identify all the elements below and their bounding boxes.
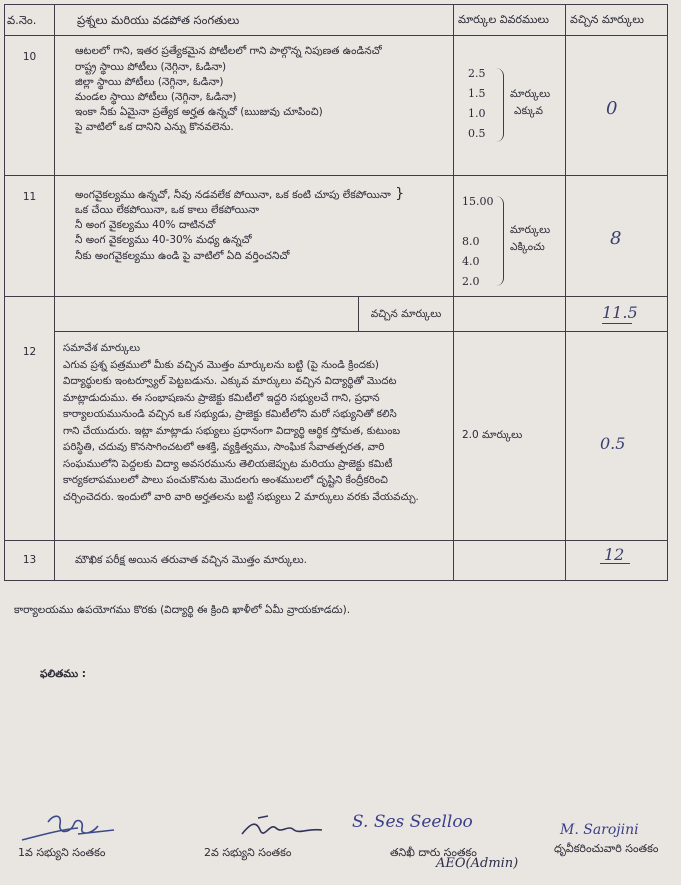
row11-line-2: ఒక చేయి లేకపోయినా, ఒక కాలు లేకపోయినా — [75, 203, 260, 216]
row11-line-1 — [75, 185, 447, 203]
table-row-12 — [5, 332, 668, 540]
row10-mark-1: 2.5 — [468, 67, 486, 81]
row12-marks — [454, 332, 566, 540]
row10-line-1: ఆటలలో గాని, ఇతర ప్రత్యేకమైన పోటీలలో గాని పాల్గొన్న నిపుణత ఉండినచో — [75, 45, 382, 58]
row10-mark-3: 1.0 — [468, 107, 486, 121]
row12-line-9: చర్చించెదరు. ఇందులో వారి వారి అర్హతలను బట్టి సభ్యులు 2 మార్కులు వరకు వేయవచ్చు. — [63, 490, 419, 503]
row11-mark-1: 15.00 — [462, 194, 494, 208]
certifier-signature-name: M. Sarojini — [560, 822, 639, 838]
row13-obtained: 12 — [604, 544, 625, 564]
row12-line-5: గాని చేయుదురు. ఇట్లా మాట్లాడు సభ్యులు ప్రధానంగా విద్యార్థి ఆర్థిక స్తోమత, కుటుంబ — [63, 424, 401, 437]
row10-brace-label-1: మార్కులు — [510, 88, 551, 101]
result-label: ఫలితము : — [40, 668, 86, 680]
row12-line-2: విద్యార్థులకు ఇంటర్వ్యూల్ పెట్టబడును. ఎక్కువ మార్కులు వచ్చిన విద్యార్థితో మొదట — [63, 375, 397, 388]
member1-signature — [18, 808, 118, 848]
row11-line-1-text: అంగవైకల్యము ఉన్నచో, నీవు నడవలేక పోయినా, ఒక కంటి చూపు లేకపోయినా — [75, 188, 391, 201]
row10-mark-4: 0.5 — [468, 127, 486, 141]
row11-question — [55, 175, 454, 296]
row13-text: మౌఖిక పరీక్ష అయిన తరువాత వచ్చిన మొత్తం మార్కులు. — [55, 540, 454, 580]
header-marks-details: మార్కుల వివరములు — [454, 5, 566, 36]
header-questions: ప్రశ్నలు మరియు వడపోత సంగతులు — [55, 5, 454, 36]
row10-obtained-cell — [566, 36, 668, 175]
row12-mark: 2.0 మార్కులు — [462, 429, 523, 442]
row11-brace-icon: } — [390, 185, 405, 202]
row-number: 13 — [5, 540, 55, 580]
verifier-sign-label: తనిఖీ దారు సంతకం — [390, 846, 477, 859]
row12-obtained: 0.5 — [600, 434, 626, 454]
row10-line-6: పై వాటిలో ఒక దానిని ఎన్ను కొనవలెను. — [75, 121, 234, 134]
header-marks-obtained: వచ్చిన మార్కులు — [566, 5, 668, 36]
row11-marks — [454, 175, 566, 296]
table-row-11 — [5, 175, 668, 296]
row12-obtained-cell — [566, 332, 668, 540]
certifier-sign-label: ధృవీకరించువారి సంతకం — [554, 842, 659, 855]
office-note: కార్యాలయము ఉపయోగము కొరకు (విద్యార్థి ఈ క్రింది ఖాళీలో ఏమీ వ్రాయకూడదు). — [14, 604, 351, 616]
member2-signature — [238, 812, 328, 844]
row12-line-6: పరిస్థితి, చదువు కొనసాగించటలో ఆశక్తి, వ్యక్తిత్వము, సాంఘిక సేవాతత్పరత, వారి — [63, 441, 385, 454]
row11-line-3: నీ అంగ వైకల్యము 40% దాటినచో — [75, 219, 216, 232]
subtotal-marks-empty — [454, 297, 566, 332]
row10-line-2: రాష్ట్ర స్థాయి పోటీలు (నెగ్గినా, ఓడినా) — [75, 60, 227, 73]
marks-table — [4, 4, 668, 581]
row10-brace-label-2: ఎక్కువ — [514, 105, 543, 118]
subtotal-obtained-cell — [566, 297, 668, 332]
row11-mark-3: 4.0 — [462, 254, 480, 268]
row11-obtained: 8 — [610, 227, 622, 249]
table-row-10 — [5, 36, 668, 175]
subtotal-spacer — [55, 297, 454, 332]
row10-marks — [454, 36, 566, 175]
member2-sign-label: 2వ సభ్యుని సంతకం — [204, 846, 292, 859]
row12-line-8: కార్యకలాపములలో పాలు పంచుకొనుట మొదలగు అంశములలో దృష్టిని కేంద్రీకరించి — [63, 474, 388, 487]
row11-brace-label-2: ఎక్కించు — [510, 240, 545, 253]
row11-mark-2: 8.0 — [462, 234, 480, 248]
row12-question — [55, 332, 454, 540]
row12-title: సమావేశ మార్కులు — [63, 342, 141, 355]
row12-line-7: సంఘములోని పెద్దలకు విద్యా అవసరమును తెలియజెప్పుట మరియు ప్రాజెక్టు కమిటీ — [63, 457, 393, 470]
subtotal-underline — [602, 323, 632, 324]
verifier-signature-name: S. Ses Seelloo — [352, 812, 473, 832]
table-row-13 — [5, 540, 668, 580]
row11-line-5: నీకు అంగవైకల్యము ఉండి పై వాటిలో ఏది వర్తించనిచో — [75, 249, 290, 262]
subtotal-label-box — [358, 297, 453, 331]
row13-obtained-cell — [566, 540, 668, 580]
subtotal-label: వచ్చిన మార్కులు — [370, 308, 442, 320]
row10-line-3: జిల్లా స్థాయి పోటీలు (నెగ్గినా, ఓడినా) — [75, 75, 224, 88]
subtotal-value: 11.5 — [602, 303, 638, 322]
row12-line-1: ఎగువ ప్రశ్న పత్రములో మీకు వచ్చిన మొత్తం మార్కులను బట్టి (పై నుండి క్రిందకు) — [63, 358, 379, 371]
row-number: 12 — [22, 346, 37, 358]
subtotal-row — [5, 297, 668, 332]
row-number: 11 — [5, 175, 55, 296]
row13-marks-empty — [454, 540, 566, 580]
row10-line-4: మండల స్థాయి పోటీలు (నెగ్గినా, ఓడినా) — [75, 90, 237, 103]
row11-brace-label-1: మార్కులు — [510, 223, 551, 236]
row10-brace — [496, 68, 504, 142]
header-sno: వ.నెం. — [5, 5, 55, 36]
verifier-signature-title: AEO(Admin) — [436, 856, 519, 871]
row10-obtained: 0 — [606, 98, 618, 120]
row-number: 10 — [5, 36, 55, 175]
member1-sign-label: 1వ సభ్యుని సంతకం — [18, 846, 106, 859]
table-header-row — [5, 5, 668, 36]
row10-mark-2: 1.5 — [468, 87, 486, 101]
row13-underline — [600, 563, 630, 564]
row11-mark-4: 2.0 — [462, 274, 480, 288]
row12-line-3: మాట్లాడుదుము. ఈ సంభాషణను ప్రాజెక్టు కమిటీలో ఇద్దరి సభ్యులచే గాని, ప్రధాన — [63, 391, 380, 404]
row10-line-5: ఇంకా నీకు ఏమైనా ప్రత్యేక అర్హత ఉన్నచో (ఋజువు చూపించి) — [75, 106, 323, 119]
row10-question — [55, 36, 454, 175]
row12-number-cell — [5, 297, 55, 541]
row12-line-4: కార్యాలయమునుండి వచ్చిన ఒక సభ్యుడు, ప్రాజెక్టు కమిటీలోని మరో సభ్యునితో కలిసి — [63, 408, 397, 421]
row11-line-4: నీ అంగ వైకల్యము 40-30% మధ్య ఉన్నచో — [75, 234, 252, 247]
row11-obtained-cell — [566, 175, 668, 296]
row11-brace — [496, 196, 504, 286]
